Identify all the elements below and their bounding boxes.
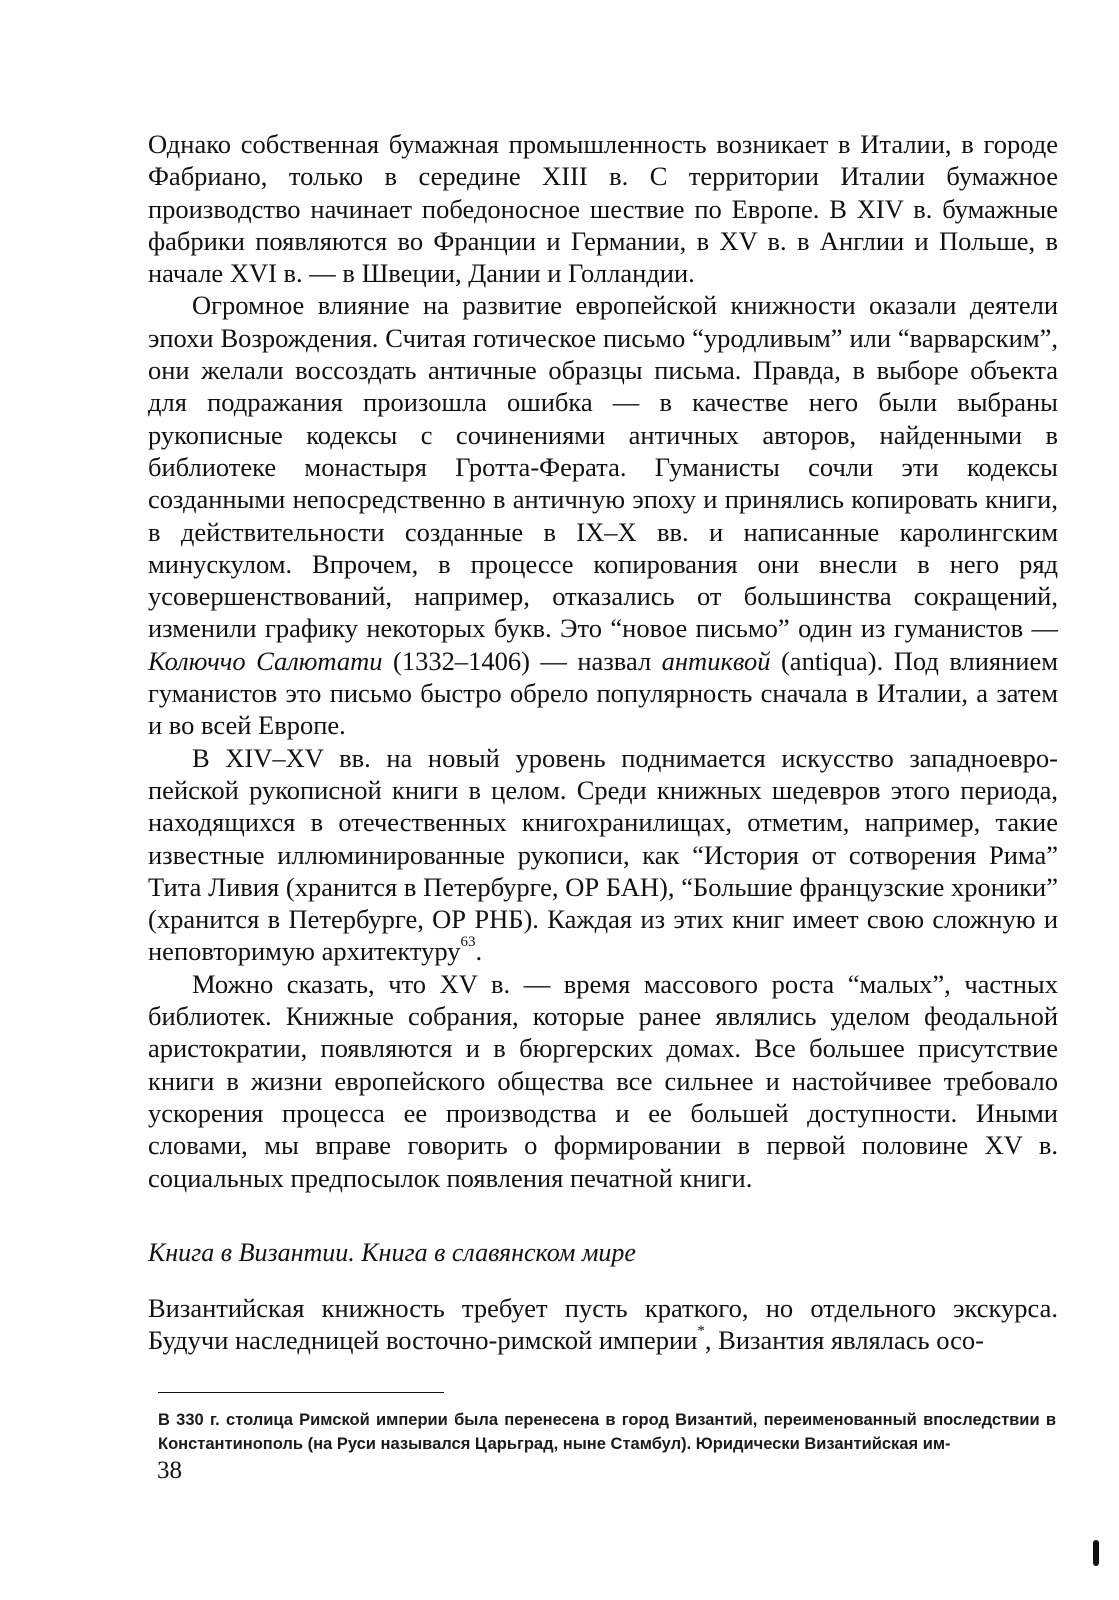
page-body bbox=[148, 128, 1058, 1356]
paragraph-text: В XIV–XV вв. на новый уровень поднимается искусство западноевропейской рукописной книги в целом. Среди книжных шедевров этого периода, находящихся в отечественных книгохранилищах, отметим, например, такие известные иллюминированные рукописи, как “История от сотворения Рима” Тита Ливия (хранится в Петербурге, ОР БАН), “Большие французские хроники” (хранится в Петербурге, ОР РНБ). Каждая из этих книг имеет свою сложную и неповторимую архитектуру bbox=[148, 742, 1058, 967]
paragraph-renaissance bbox=[148, 289, 1058, 741]
paragraph-text: Можно сказать, что XV в. — время массового роста “малых”, частных библиотек. Книжные собрания, которые ранее являлись уделом феодальной аристократии, появляются и в бюргерских домах. Все большее присутствие книги в жизни европейского общества все сильнее и настойчивее требовало ускорения процесса ее производства и ее большей доступности. Иными словами, мы вправе говорить о формировании в первой половине XV в. социальных предпосылок появления печатной книги. bbox=[148, 968, 1058, 1193]
paragraph-byzantium bbox=[148, 1292, 1058, 1357]
paragraph-text: (1332–1406) — назвал bbox=[382, 645, 662, 676]
paragraph-text: Огромное влияние на развитие европейской книжности оказали деятели эпохи Возрождения. Считая готическое письмо “уродливым” или “варварским”, они желали воссоздать античные образцы письма. Правда, в выборе объекта для подражания произошла ошибка — в качестве него были выбраны рукописные кодексы с сочинениями античных авторов, найденными в библиотеке монастыря Гротта-Ферата. Гуманисты сочли эти кодексы созданными непосредственно в античную эпоху и принялись копировать книги, в действительности созданные в IX–X вв. и написанные каролингским минускулом. Впрочем, в процессе копирования они внесли в него ряд усовершенствований, например, отказались от большинства сокращений, изменили графику некоторых букв. Это “новое письмо” один из гуманистов — bbox=[148, 290, 1058, 644]
page-number: 38 bbox=[157, 1457, 182, 1484]
scan-artifact-mark bbox=[1093, 1540, 1099, 1566]
footnote-reference: 63 bbox=[460, 934, 476, 951]
paragraph-manuscripts bbox=[148, 742, 1058, 968]
section-heading: Книга в Византии. Книга в славянском мире bbox=[148, 1237, 636, 1267]
paragraph-text: , Византия являлась осо- bbox=[704, 1325, 984, 1356]
paragraph-text: Византийская книжность требует пусть краткого, но отдельного экскурса. Будучи наследницей восточно-римской империи bbox=[148, 1292, 1058, 1356]
footnote-divider bbox=[158, 1392, 444, 1393]
paragraph-text: . bbox=[475, 936, 483, 967]
paragraph-text: Однако собственная бумажная промышленность возникает в Италии, в городе Фабриано, только в середине XIII в. С территории Италии бумажное производство начинает победоносное шествие по Европе. В XIV в. бумажные фабрики появляются во Франции и Германии, в XV в. в Англии и Польше, в начале XVI в. — в Швеции, Дании и Голландии. bbox=[148, 129, 1058, 289]
person-name-italic: Колюччо Салютати bbox=[148, 645, 383, 676]
paragraph-text: (antiqua). Под влиянием гуманистов это письмо быстро обрело популярность сначала в Италии, а затем и во всей Европе. bbox=[148, 645, 1058, 741]
footnote-asterisk: * bbox=[697, 1323, 705, 1340]
paragraph-libraries bbox=[148, 968, 1058, 1194]
term-italic: антиквой bbox=[661, 645, 771, 676]
paragraph-paper-industry bbox=[148, 128, 1058, 289]
footnote: В 330 г. столица Римской империи была перенесена в город Византий, переименованный впоследствии в Константинополь (на Руси назывался Царьград, ныне Стамбул). Юридически Византийская им- bbox=[158, 1411, 1056, 1453]
